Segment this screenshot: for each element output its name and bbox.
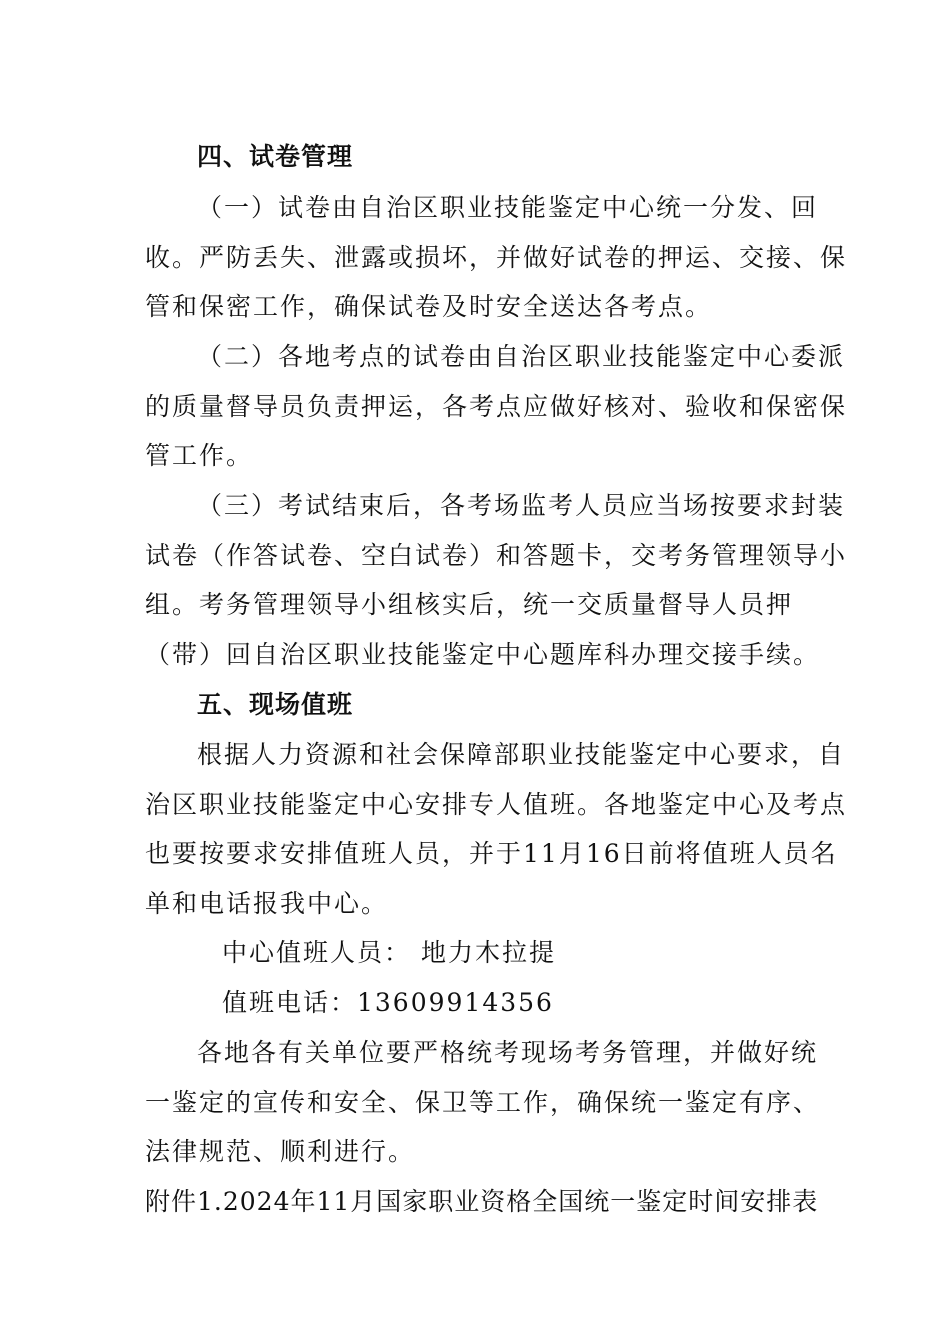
paragraph-line: 也要按要求安排值班人员，并于11月16日前将值班人员名: [145, 839, 838, 868]
paragraph-line: 的质量督导员负责押运，各考点应做好核对、验收和保密保: [145, 392, 848, 421]
paragraph-line: （带）回自治区职业技能鉴定中心题库科办理交接手续。: [145, 640, 821, 669]
paragraph-line: 根据人力资源和社会保障部职业技能鉴定中心要求，自: [197, 740, 846, 769]
paragraph-line: （三）考试结束后，各考场监考人员应当场按要求封装: [197, 491, 846, 520]
paragraph-line: 管和保密工作，确保试卷及时安全送达各考点。: [145, 292, 713, 321]
section-5-heading: 五、现场值班: [197, 690, 354, 719]
paragraph-line: 组。考务管理领导小组核实后，统一交质量督导人员押: [145, 590, 794, 619]
section-4-heading: 四、试卷管理: [197, 142, 354, 171]
paragraph-line: 治区职业技能鉴定中心安排专人值班。各地鉴定中心及考点: [145, 790, 848, 819]
paragraph-line: 收。严防丢失、泄露或损坏，并做好试卷的押运、交接、保: [145, 243, 848, 272]
paragraph-line: （一）试卷由自治区职业技能鉴定中心统一分发、回: [197, 193, 819, 222]
duty-person: 中心值班人员： 地力木拉提: [222, 938, 556, 967]
paragraph-line: 管工作。: [145, 441, 254, 470]
duty-phone: 值班电话：13609914356: [222, 988, 554, 1017]
paragraph-line: （二）各地考点的试卷由自治区职业技能鉴定中心委派: [197, 342, 846, 371]
paragraph-line: 一鉴定的宣传和安全、保卫等工作，确保统一鉴定有序、: [145, 1088, 821, 1117]
paragraph-line: 单和电话报我中心。: [145, 889, 389, 918]
paragraph-line: 各地各有关单位要严格统考现场考务管理，并做好统: [197, 1038, 819, 1067]
attachment-line: 附件1.2024年11月国家职业资格全国统一鉴定时间安排表: [145, 1187, 819, 1216]
paragraph-line: 法律规范、顺利进行。: [145, 1137, 416, 1166]
paragraph-line: 试卷（作答试卷、空白试卷）和答题卡，交考务管理领导小: [145, 541, 848, 570]
